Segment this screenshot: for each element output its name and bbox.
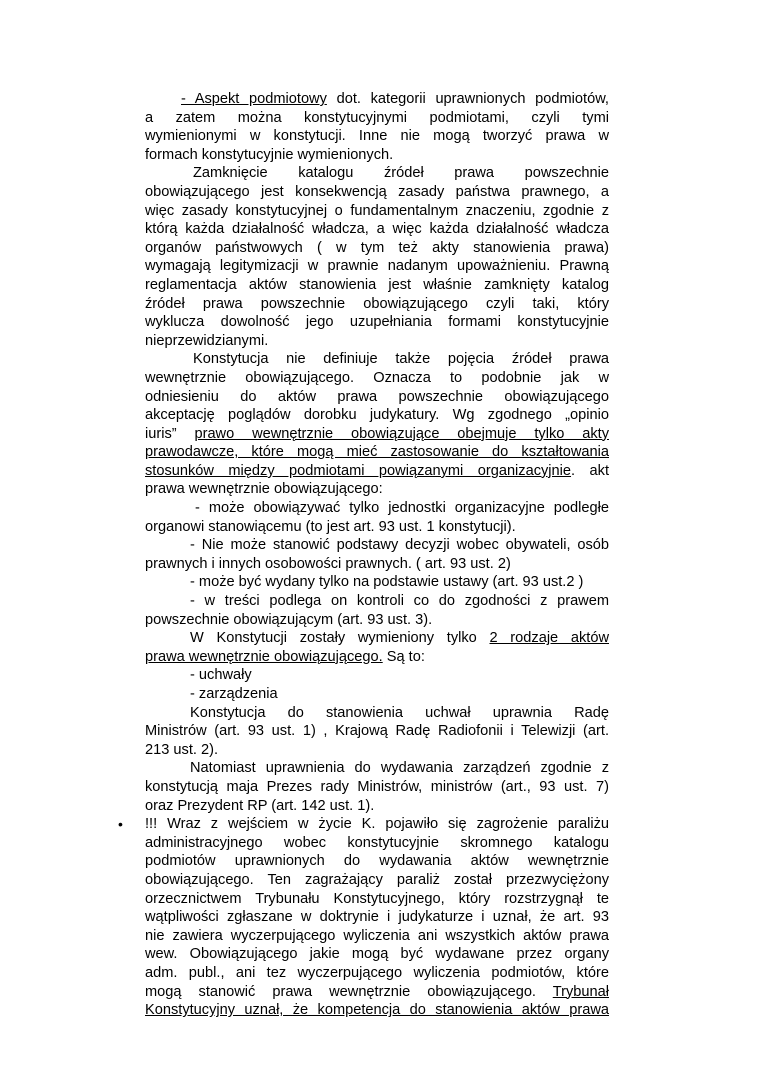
underlined-prawa-wewn: prawa wewnętrznie obowiązującego. [145,648,383,665]
list-item: - zarządzenia [190,686,278,702]
paragraph-aspekt: - Aspekt podmiotowy dot. kategorii uprawnionych podmiotów, a zatem można konstytucyjnymi podmiotami, czyli tymi wymienionymi w konstytucji. Inne nie mogą tworzyć prawa w formach konstytucyjnie wymienionych. [145,91,609,163]
list-item: - uchwały [190,667,252,684]
paragraph-zarzadzenia: Natomiast uprawnienia do wydawania zarządzeń zgodnie z konstytucją maja Prezes rady Ministrów, ministrów (art., 93 ust. 7) oraz Prezydent RP (art. 142 ust. 1). [145,760,609,814]
list-features: - może obowiązywać tylko jednostki organizacyjne podległe organowi stanowiącemu (to jest art. 93 ust. 1 konstytucji). - Nie może stanowić podstawy decyzji wobec obywateli, osób prawnych i innych osobowości prawnych. ( art. 93 ust. 2) - może być wydany tylko na podstawie ustawy (art. 93 ust.2 ) - w treści podlega on kontroli co do zgodności z prawem powszechnie obowiązującym (art. 93 ust. 3). [145,500,609,628]
document-page [118,90,609,1020]
list-item: - w treści podlega on kontroli co do zgodności z prawem [190,593,609,610]
aspekt-podmiotowy-link: - Aspekt podmiotowy [181,91,327,107]
list-item: - Nie może stanowić podstawy decyzji wobec obywateli, osób [190,537,609,554]
paragraph-rodzaje-aktow: W Konstytucji zostały wymieniony tylko 2 rodzaje aktów prawa wewnętrznie obowiązującego. Są to: - uchwały - zarządzenia [145,630,609,702]
list-item: - może być wydany tylko na podstawie ustawy (art. 93 ust.2 ) [190,574,584,591]
paragraph-konstytucja-nie-definiuje: Konstytucja nie definiuje także pojęcia źródeł prawa wewnętrznie obowiązującego. Oznacza to podobnie jak w odniesieniu do aktów prawa powszechnie obowiązującego akceptację poglądów dorobku judykatury. Wg zgodnego „opinio iuris” prawo wewnętrznie obowiązujące obejmuje tylko akty prawodawcze, które mogą mieć zastosowanie do kształtowania stosunków między podmiotami powiązanymi organizacyjnie. akt prawa wewnętrznie obowiązującego: [145,351,609,498]
list-item: - może obowiązywać tylko jednostki organizacyjne podległe [195,500,609,517]
paragraph-uchwaly: Konstytucja do stanowienia uchwał uprawnia Radę Ministrów (art. 93 ust. 1) , Krajową Radę Radiofonii i Telewizji (art. 213 ust. 2). [145,704,609,758]
underlined-trybunal: Trybunał [552,983,609,1000]
bullet-paragraph: • !!! Wraz z wejściem w życie K. pojawiło się zagrożenie paraliżu administracyjnego wobec konstytucyjnie skromnego katalogu podmiotów uprawnionych do wydawania aktów wewnętrznie obowiązującego. Ten zagrażający paraliż został przezwyciężony orzecznictwem Trybunału Konstytucyjnego, który rozstrzygnął te wątpliwości zgłaszane w doktrynie i judykaturze i uznał, że art. 93 nie zawiera wyczerpującego wyliczenia ani wszystkich aktów prawa wew. Obowiązującego jakie mogą być wydawane przez organy adm. publ., ani tez wyczerpującego wyliczenia podmiotów, które mogą stanowić prawa wewnętrznie obowiązującego. Trybunał Konstytucyjny uznał, że kompetencja do stanowienia aktów prawa [118,816,609,1019]
paragraph-zamkniecie: Zamknięcie katalogu źródeł prawa powszechnie obowiązującego jest konsekwencją zasady państwa prawnego, a więc zasady konstytucyjnej o fundamentalnym znaczeniu, zgodnie z którą każda działalność władcza, a więc każda działalność władcza organów państwowych ( w tym też akty stanowienia prawa) wymagają legitymizacji w prawnie nadanym upoważnieniu. Prawną reglamentacja aktów stanowienia jest właśnie zamknięty katalog źródeł prawa powszechnie obowiązującego czyli taki, który wyklucza dowolność jego uzupełniania formami konstytucyjnie nieprzewidzianymi. [145,165,609,349]
underlined-definition-1: prawo wewnętrznie obowiązujące obejmuje tylko akty [194,425,609,442]
underlined-definition-3: stosunków między podmiotami powiązanymi organizacyjnie [145,462,572,479]
underlined-trybunal-uznal: Konstytucyjny uznał, że kompetencja do stanowienia aktów prawa [145,1002,609,1019]
underlined-definition-2: prawodawcze, które mogą mieć zastosowanie do kształtowania [145,444,609,461]
bullet-icon: • [118,816,123,833]
underlined-rodzaje: 2 rodzaje aktów [489,630,609,647]
